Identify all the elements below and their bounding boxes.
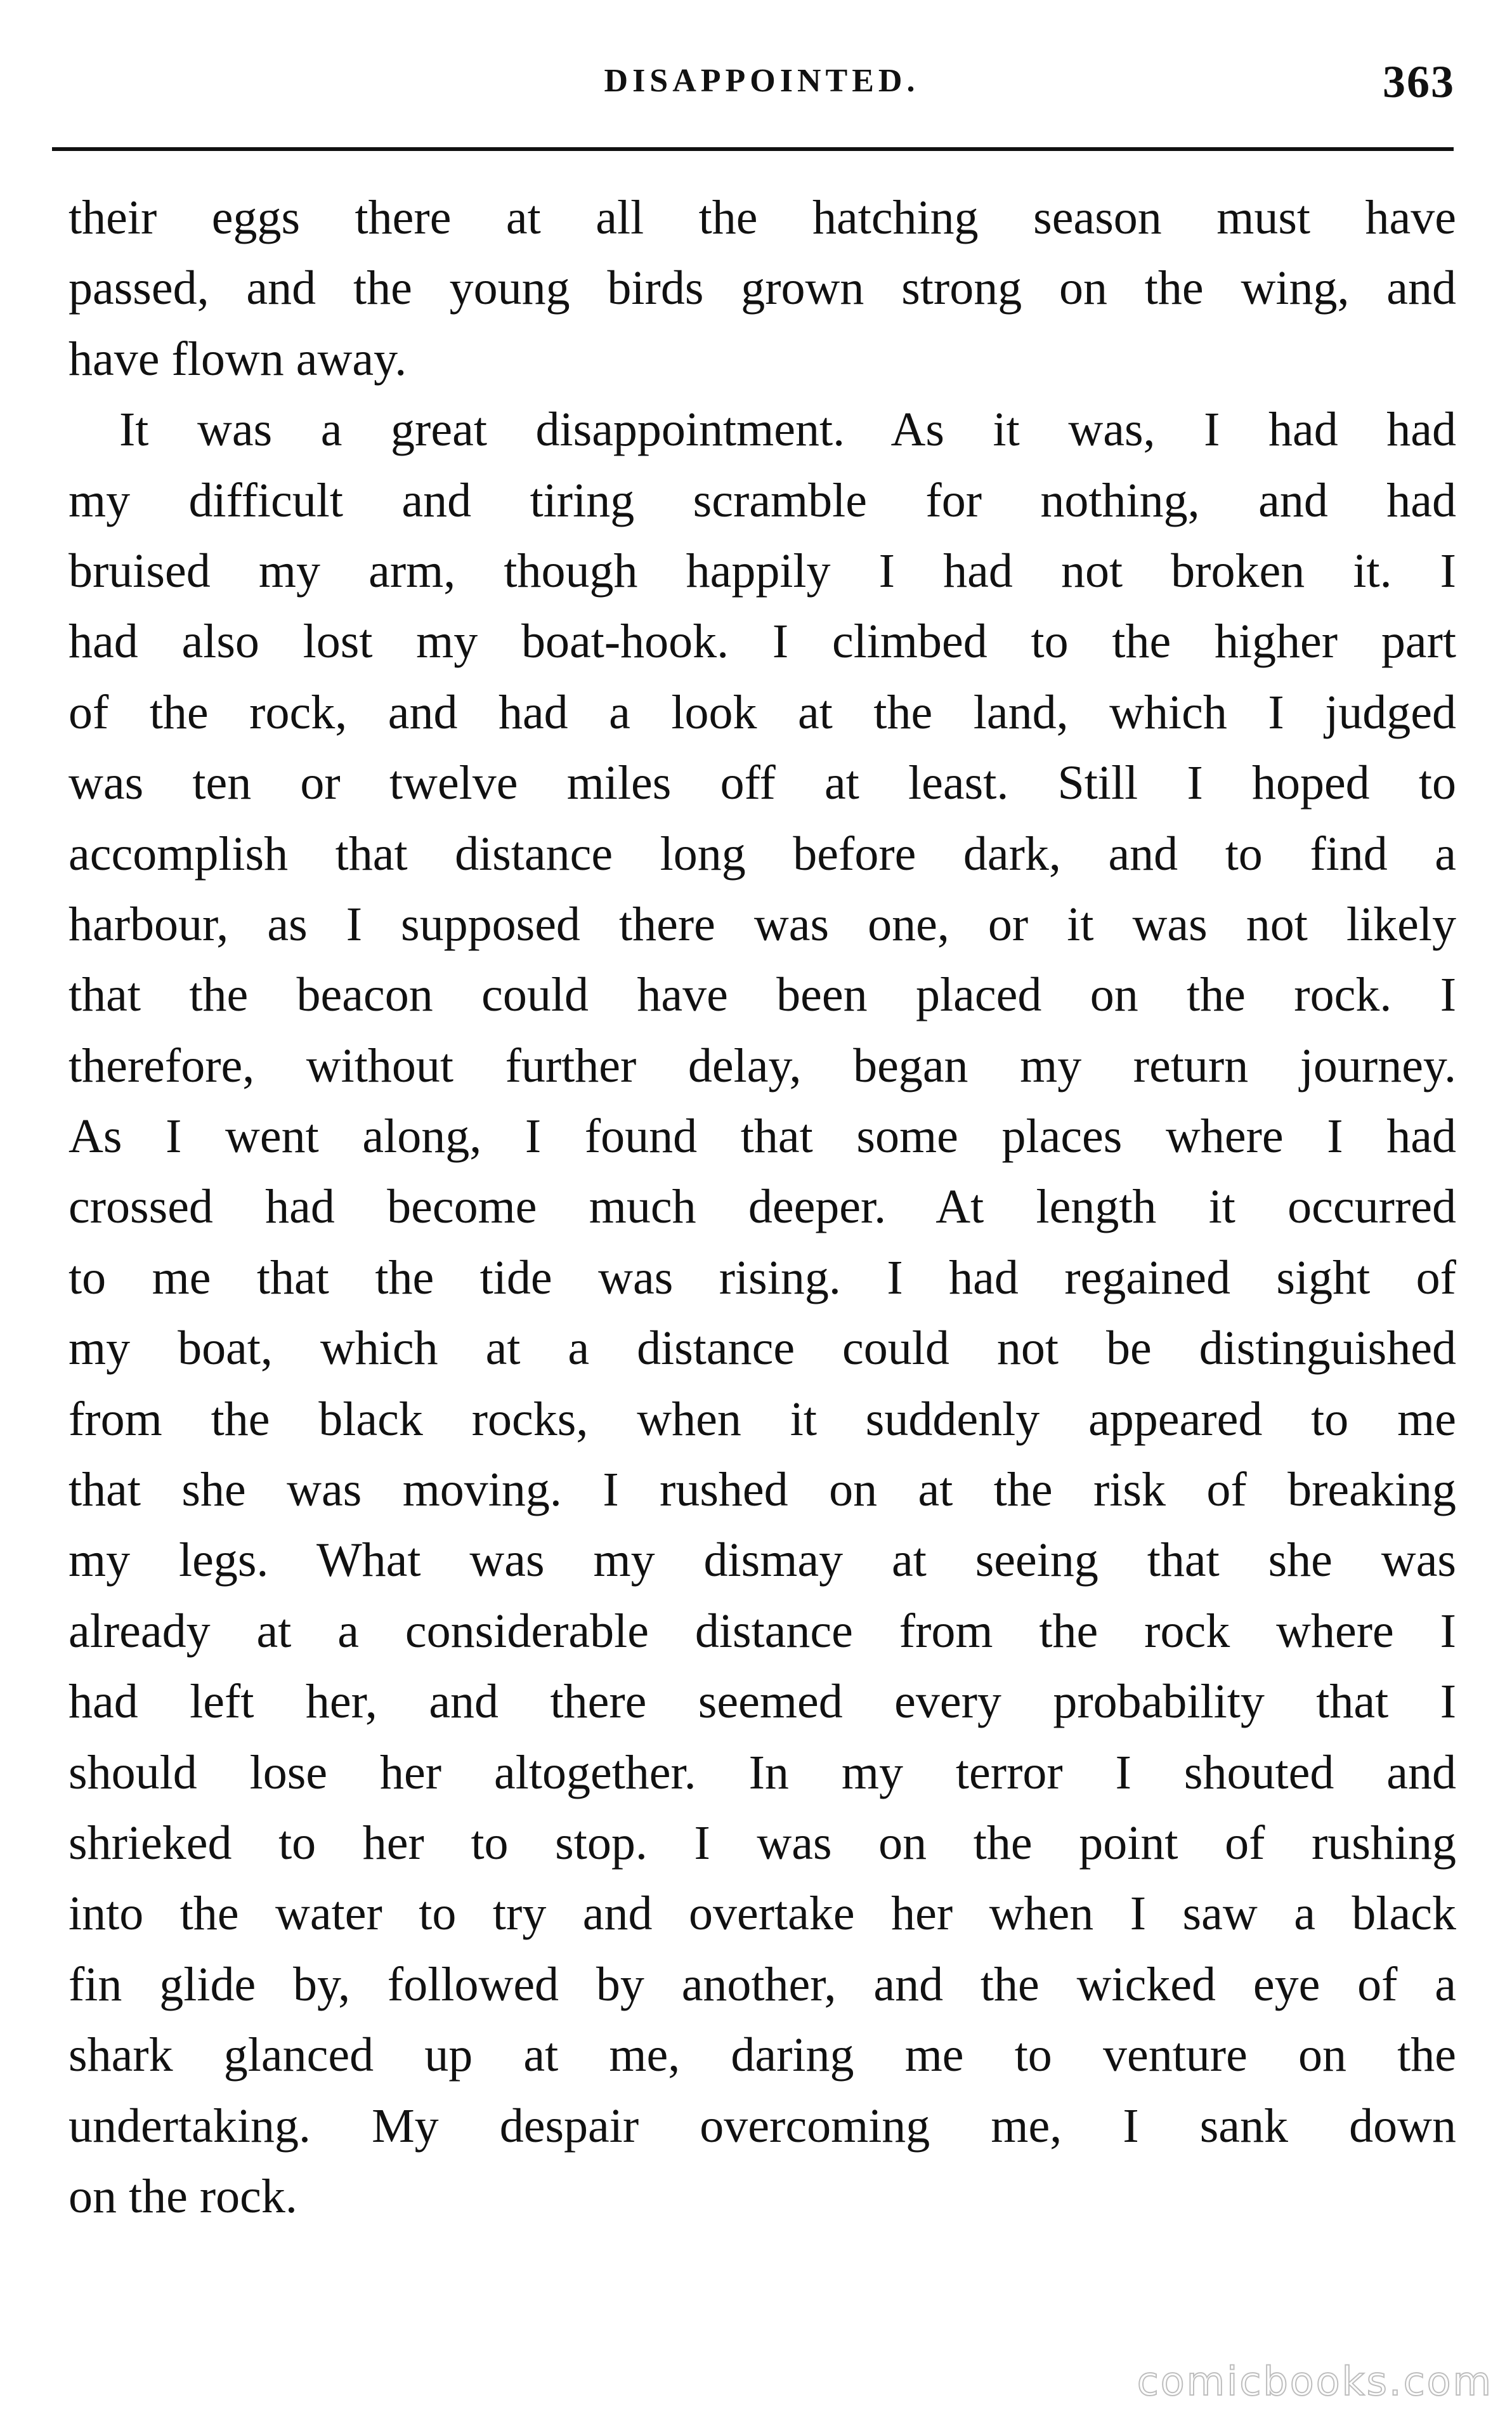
text-line: already at a considerable distance from the rock where I xyxy=(68,1604,1456,1658)
text-line: was ten or twelve miles off at least. Still I hoped to xyxy=(68,756,1456,810)
text-line: on the rock. xyxy=(68,2169,297,2223)
watermark: comicbooks.com xyxy=(1137,2358,1493,2405)
text-line: into the water to try and overtake her when I saw a black xyxy=(68,1887,1456,1941)
text-line: shrieked to her to stop. I was on the point of rushing xyxy=(68,1816,1456,1870)
page-number: 363 xyxy=(1383,56,1455,107)
text-line: my boat, which at a distance could not be distinguished xyxy=(68,1322,1456,1375)
text-line: bruised my arm, though happily I had not broken it. I xyxy=(68,544,1456,598)
text-line: that the beacon could have been placed on the rock. I xyxy=(68,968,1456,1022)
text-line: of the rock, and had a look at the land, which I judged xyxy=(68,685,1456,739)
text-line: their eggs there at all the hatching season must have xyxy=(68,191,1456,244)
paragraph xyxy=(68,395,1456,2232)
running-title: DISAPPOINTED. xyxy=(604,63,920,99)
text-line: have flown away. xyxy=(68,332,407,386)
text-line: It was a great disappointment. As it was, I had had xyxy=(119,403,1456,457)
text-line: passed, and the young birds grown strong on the wing, and xyxy=(68,261,1456,315)
text-line: fin glide by, followed by another, and the wicked eye of a xyxy=(68,1957,1456,2011)
text-line: my difficult and tiring scramble for nothing, and had xyxy=(68,473,1456,527)
text-line: to me that the tide was rising. I had regained sight of xyxy=(68,1250,1456,1304)
text-line: had left her, and there seemed every probability that I xyxy=(68,1675,1456,1729)
paragraph xyxy=(68,183,1456,395)
text-line: As I went along, I found that some places where I had xyxy=(68,1110,1456,1164)
text-line: from the black rocks, when it suddenly appeared to me xyxy=(68,1392,1456,1446)
text-line: therefore, without further delay, began my return journey. xyxy=(68,1039,1456,1092)
body-text xyxy=(68,183,1456,2232)
text-line: my legs. What was my dismay at seeing that she was xyxy=(68,1533,1456,1587)
text-line: shark glanced up at me, daring me to venture on the xyxy=(68,2028,1456,2082)
text-line: crossed had become much deeper. At length it occurred xyxy=(68,1180,1456,1234)
text-line: harbour, as I supposed there was one, or it was not likely xyxy=(68,897,1456,951)
text-line: had also lost my boat-hook. I climbed to the higher part xyxy=(68,615,1456,669)
text-line: accomplish that distance long before dark, and to find a xyxy=(68,827,1456,881)
text-line: undertaking. My despair overcoming me, I sank down xyxy=(68,2099,1456,2153)
running-head xyxy=(68,56,1455,132)
header-rule xyxy=(52,147,1454,151)
text-line: that she was moving. I rushed on at the risk of breaking xyxy=(68,1463,1456,1517)
text-line: should lose her altogether. In my terror I shouted and xyxy=(68,1745,1456,1799)
